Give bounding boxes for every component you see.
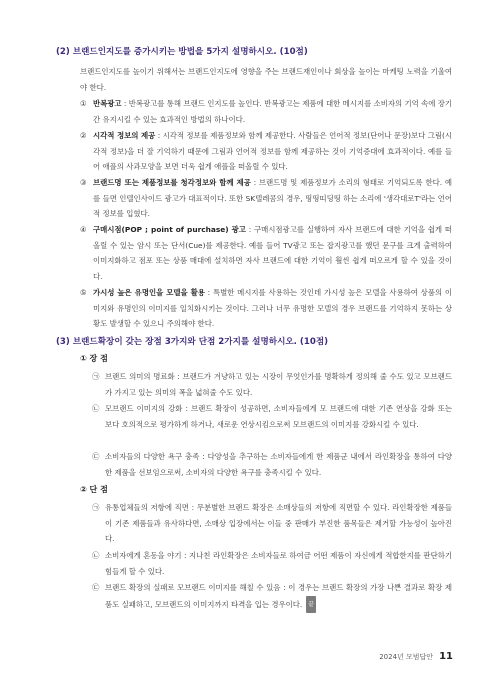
pros-heading: ① 장 점 xyxy=(80,354,108,363)
item-marker: ㉡ xyxy=(92,551,100,560)
item-marker: ㉠ xyxy=(92,372,100,381)
item-marker: ㉡ xyxy=(92,404,100,413)
page-number: 11 xyxy=(439,651,453,662)
item-marker: ㉠ xyxy=(92,503,100,512)
list-item xyxy=(92,548,452,579)
item-text: : 반복광고를 통해 브랜드 인지도를 높인다. 반복광고는 제품에 대한 메시지를 소비자의 기억 속에 장기간 유지시킬 수 있는 효과적인 방법의 하나이다. xyxy=(93,99,453,124)
item-text: 소비자들의 다양한 욕구 충족 : 다양성을 추구하는 소비자들에게 한 제품군 내에서 라인확장을 통하여 다양한 제품을 선보임으로써, 소비자의 다양한 욕구를 충족시킬 수 있다. xyxy=(105,452,452,477)
list-item xyxy=(80,222,452,284)
question-2-title: (2) 브랜드인지도를 증가시키는 방법을 5가지 설명하시오. (10점) xyxy=(56,47,308,57)
list-item xyxy=(80,128,452,175)
item-marker: ① xyxy=(80,99,87,108)
item-text: 모브랜드 이미지의 강화 : 브랜드 확장이 성공하면, 소비자들에게 모 브랜드에 대한 기존 연상을 강화 또는 보다 호의적으로 평가하게 하거나, 새로운 연상시킴으로써 모브랜드의 이미지를 강화시킬 수 있다. xyxy=(105,404,452,429)
cons-heading: ② 단 점 xyxy=(80,485,108,494)
list-item xyxy=(92,401,452,432)
item-text: 유통업체들의 저항에 직면 : 무분별한 브랜드 확장은 소매상들의 저항에 직면할 수 있다. 라인확장한 제품들이 기존 제품들과 유사하다면, 소매상 입장에서는 이들 중 판매가 부진한 품목들은 제거할 가능성이 높아진다. xyxy=(105,503,452,544)
item-text: 브랜드 확장의 실패로 모브랜드 이미지를 해칠 수 있음 : 이 경우는 브랜드 확장의 가장 나쁜 결과로 확장 제품도 실패하고, 모브랜드의 이미지까지 타격을 입는 경우이다. xyxy=(105,583,452,609)
item-text: : 시각적 정보를 제품정보와 함께 제공한다. 사람들은 언어적 정보(단어나 문장)보다 그림(시각적 정보)을 더 잘 기억하기 때문에 그림과 언어적 정보를 함께 제공하는 것이 기억증대에 효과적이다. 예를 들어 애플의 사과모양을 보면 더욱 쉽게 애플을 떠올릴 수 있다. xyxy=(93,131,452,172)
item-text: 브랜드 의미의 명료화 : 브랜드가 겨냥하고 있는 시장이 무엇인가를 명확하게 정의해 줄 수도 있고 모브랜드가 가지고 있는 의미의 폭을 넓혀줄 수도 있다. xyxy=(105,372,452,397)
list-item xyxy=(92,580,452,613)
item-term: 구매시점(POP ; point of purchase) 광고 xyxy=(93,225,246,234)
item-text: : 특별한 메시지를 사용하는 것인데 가시성 높은 모델을 사용하여 상품의 이미지와 유명인의 이미지를 일치화시키는 것이다. 그러나 너무 유명한 모델의 경우 브랜드를 기억하지 못하는 상황도 발생할 수 있으니 주의해야 한다. xyxy=(93,288,453,329)
item-marker: ⑤ xyxy=(80,288,87,297)
list-item xyxy=(92,369,452,400)
item-term: 가시성 높은 유명인을 모델을 활용 xyxy=(93,288,205,297)
page-footer xyxy=(379,651,453,662)
item-marker: ② xyxy=(80,131,87,140)
item-text: : 브랜드명 및 제품정보가 소리의 형태로 기억되도록 한다. 예를 들면 인텔인사이드 광고가 대표적이다. 또한 SK텔레콤의 경우, 띵띵띠딩띵 하는 소리에 '생각대로T'라는 언어적 정보를 입혔다. xyxy=(93,178,452,219)
question-2-intro: 브랜드인지도를 높이기 위해서는 브랜드인지도에 영향을 주는 브랜드재인이나 회상을 높이는 마케팅 노력을 기울여야 한다. xyxy=(80,67,452,92)
item-text: 소비자에게 혼동을 야기 : 지나친 라인확장은 소비자들로 하여금 어떤 제품이 자신에게 적합한지를 판단하기 힘들게 할 수 있다. xyxy=(105,551,452,576)
item-term: 시각적 정보의 제공 xyxy=(93,131,156,140)
item-marker: ㉢ xyxy=(92,452,100,461)
list-item xyxy=(80,285,452,332)
list-item xyxy=(92,449,452,480)
item-term: 반복광고 xyxy=(93,99,122,108)
item-term: 브랜드명 또는 제품정보를 청각정보와 함께 제공 xyxy=(93,178,251,187)
item-marker: ③ xyxy=(80,178,87,187)
list-item xyxy=(80,96,452,127)
end-mark: 끝 xyxy=(306,596,316,614)
footer-label: 2024년 모범답안 xyxy=(379,653,434,661)
list-item xyxy=(92,500,452,547)
list-item xyxy=(80,175,452,222)
item-marker: ㉢ xyxy=(92,583,100,592)
item-marker: ④ xyxy=(80,225,87,234)
item-text: : 구매시점광고를 실행하여 자사 브랜드에 대한 기억을 쉽게 떠올릴 수 있는 암시 또는 단서(Cue)를 제공한다. 예를 들어 TV광고 또는 잡지광고를 했던 문구를 크게 출력하여 이미지화하고 점포 또는 상품 매대에 설치하면 자사 브랜드에 대한 기억이 훨씬 쉽게 떠오르게 할 수 있을 것이다. xyxy=(93,225,452,281)
question-3-title: (3) 브랜드확장이 갖는 장점 3가지와 단점 2가지를 설명하시오. (10점) xyxy=(56,337,329,347)
